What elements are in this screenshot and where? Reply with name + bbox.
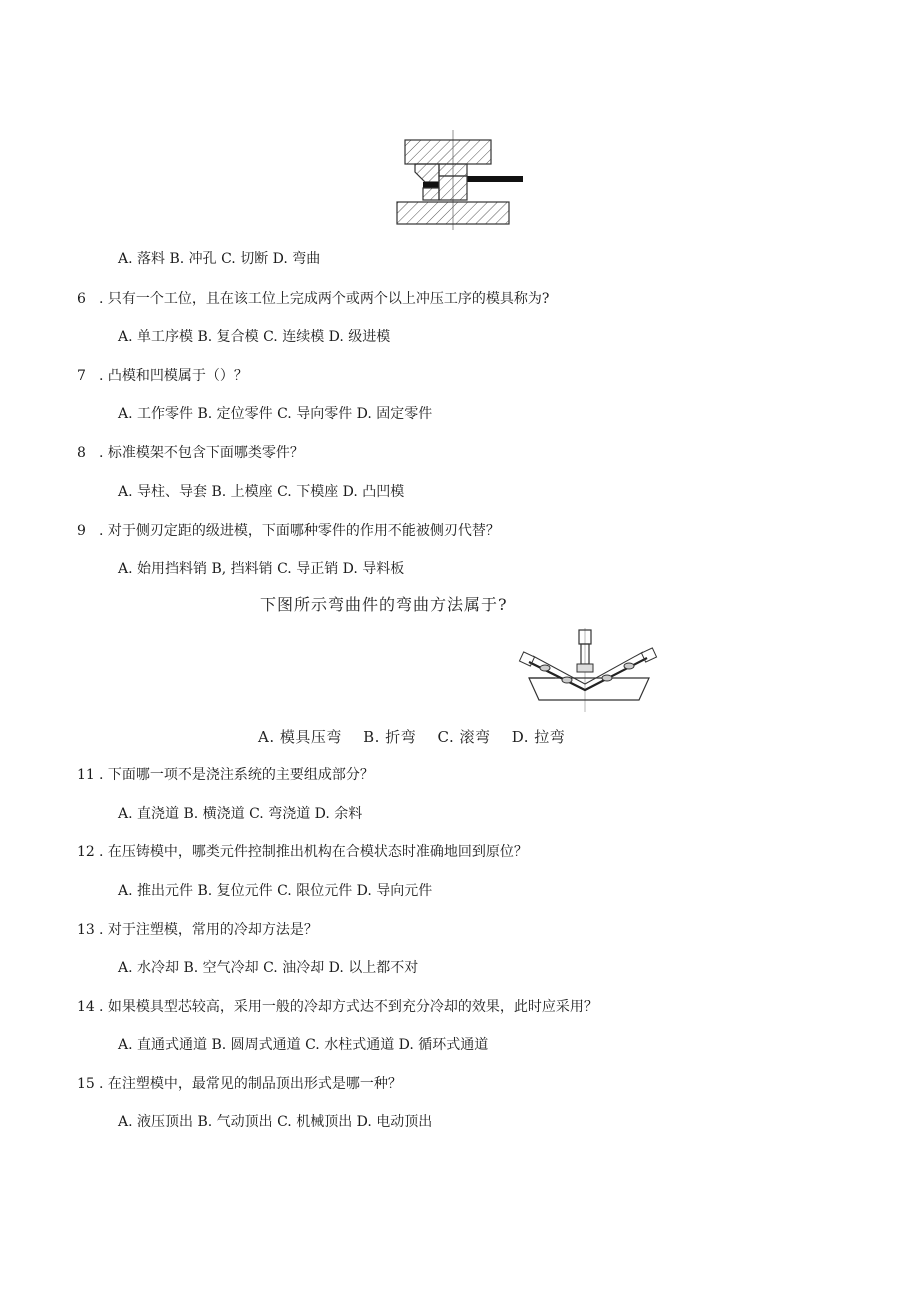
question-number: 13 — [77, 922, 95, 938]
question-10-figure — [250, 590, 670, 750]
question-text: . 在注塑模中，最常见的制品顶出形式是哪一种？ — [99, 1076, 402, 1092]
option-c: C. 滚弯 — [437, 728, 491, 746]
question-10-options — [258, 726, 581, 747]
question-text: . 对于注塑模，常用的冷却方法是？ — [99, 922, 318, 938]
question-text: . 对于侧刃定距的级进模，下面哪种零件的作用不能被侧刃代替？ — [99, 523, 500, 539]
question-11 — [77, 764, 374, 784]
q5-options: A. 落料 B. 冲孔 C. 切断 D. 弯曲 — [118, 251, 321, 267]
option-b: B. 折弯 — [363, 728, 417, 746]
question-text: . 如果模具型芯较高，采用一般的冷却方式达不到充分冷却的效果，此时应采用？ — [99, 999, 598, 1015]
question-number: 9 — [77, 523, 86, 539]
q7-options: A. 工作零件 B. 定位零件 C. 导向零件 D. 固定零件 — [118, 406, 433, 422]
question-text: . 只有一个工位，且在该工位上完成两个或两个以上冲压工序的模具称为? — [99, 291, 550, 307]
option-a: A. 模具压弯 — [258, 728, 342, 746]
question-number: 15 — [77, 1076, 95, 1092]
q13-options: A. 水冷却 B. 空气冷却 C. 油冷却 D. 以上都不对 — [118, 960, 419, 976]
question-13 — [77, 919, 318, 939]
question-10-title: 下图所示弯曲件的弯曲方法属于? — [260, 595, 508, 614]
question-number: 6 — [77, 291, 86, 307]
question-6 — [77, 288, 549, 308]
question-number: 7 — [77, 368, 86, 384]
question-number: 11 — [77, 767, 95, 783]
question-15 — [77, 1073, 402, 1093]
q8-options: A. 导柱、导套 B. 上模座 C. 下模座 D. 凸凹模 — [118, 484, 405, 500]
question-text: . 在压铸模中，哪类元件控制推出机构在合模状态时准确地回到原位？ — [99, 844, 528, 860]
question-14 — [77, 996, 598, 1016]
q6-options: A. 单工序模 B. 复合模 C. 连续模 D. 级进模 — [118, 329, 391, 345]
q15-options: A. 液压顶出 B. 气动顶出 C. 机械顶出 D. 电动顶出 — [118, 1114, 433, 1130]
cutting-die-diagram — [393, 128, 527, 232]
question-number: 14 — [77, 999, 95, 1015]
q11-options: A. 直浇道 B. 横浇道 C. 弯浇道 D. 余料 — [118, 806, 363, 822]
q12-options: A. 推出元件 B. 复位元件 C. 限位元件 D. 导向元件 — [118, 883, 433, 899]
question-number: 8 — [77, 445, 86, 461]
question-12 — [77, 841, 528, 861]
q14-options: A. 直通式通道 B. 圆周式通道 C. 水柱式通道 D. 循环式通道 — [118, 1037, 489, 1053]
question-9 — [77, 520, 500, 540]
question-text: . 凸模和凹模属于（）？ — [99, 368, 248, 384]
question-8 — [77, 442, 304, 462]
q9-options: A. 始用挡料销 B, 挡料销 C. 导正销 D. 导料板 — [118, 561, 405, 577]
bending-die-diagram — [515, 628, 665, 712]
question-7 — [77, 365, 248, 385]
option-d: D. 拉弯 — [511, 728, 566, 746]
question-text: . 标准模架不包含下面哪类零件？ — [99, 445, 304, 461]
question-number: 12 — [77, 844, 95, 860]
question-text: . 下面哪一项不是浇注系统的主要组成部分？ — [99, 767, 374, 783]
